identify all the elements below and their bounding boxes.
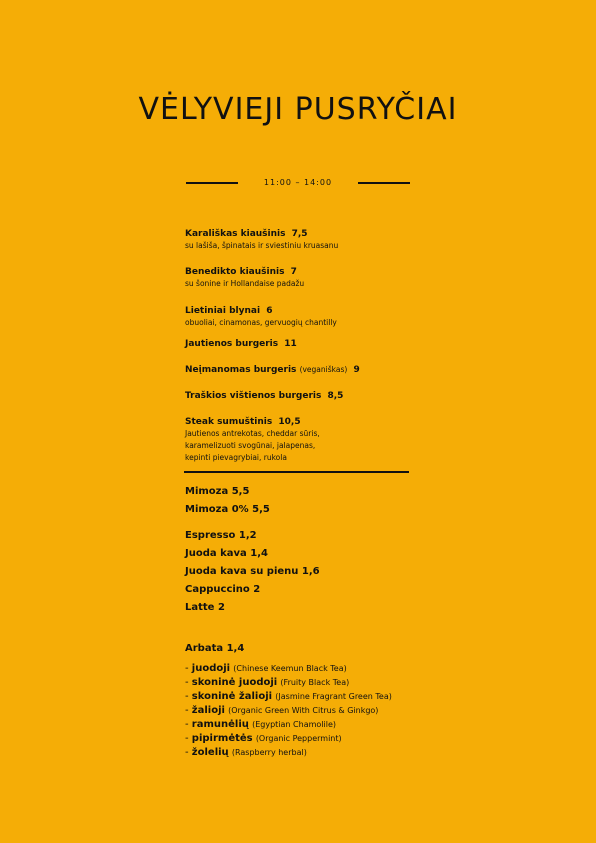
item-description: karamelizuoti svogūnai, jalapenas,	[185, 441, 316, 450]
item-description: obuoliai, cinamonas, gervuogių chantilly	[185, 318, 337, 327]
left-rule	[186, 182, 238, 184]
menu-item-vistienos-burgeris	[185, 390, 485, 402]
item-price: 7	[290, 267, 297, 277]
tea-note: (Fruity Black Tea)	[280, 678, 350, 687]
item-price: 11	[284, 339, 297, 349]
menu-item-jautienos-burgeris	[185, 338, 485, 350]
item-description: kepinti pievagrybiai, rukola	[185, 453, 287, 462]
menu-item-blynai	[185, 305, 485, 329]
tea-note: (Organic Peppermint)	[255, 734, 342, 743]
tea-item: - žolelių (Raspberry herbal)	[185, 747, 307, 758]
tea-name: žalioji	[191, 705, 225, 716]
item-note: (veganiškas)	[299, 365, 348, 374]
menu-item-steak-sumustinis	[185, 416, 485, 464]
drink-item: Mimoza 0% 5,5	[185, 504, 270, 515]
item-name: Lietiniai blynai	[185, 306, 261, 316]
item-price: 6	[266, 306, 273, 316]
drink-item: Latte 2	[185, 602, 225, 613]
drink-item: Espresso 1,2	[185, 530, 257, 541]
tea-item: - skoninė žalioji (Jasmine Fragrant Green Tea)	[185, 691, 392, 702]
item-description: su šonine ir Hollandaise padažu	[185, 279, 305, 288]
tea-title: Arbata 1,4	[185, 643, 245, 654]
hours-row	[0, 176, 596, 190]
item-name: Steak sumuštinis	[185, 417, 273, 427]
tea-note: (Egyptian Chamolile)	[252, 720, 336, 729]
item-price: 7,5	[291, 229, 308, 239]
item-description: su lašiša, špinatais ir sviestiniu kruasanu	[185, 241, 339, 250]
tea-note: (Jasmine Fragrant Green Tea)	[275, 692, 392, 701]
item-price: 8,5	[327, 391, 344, 401]
item-price: 9	[353, 365, 360, 375]
menu-item-karaliskas	[185, 228, 485, 252]
tea-item: - ramunėlių (Egyptian Chamolile)	[185, 719, 336, 730]
item-name: Jautienos burgeris	[185, 339, 279, 349]
tea-item: - pipirmėtės (Organic Peppermint)	[185, 733, 342, 744]
drink-item: Mimoza 5,5	[185, 486, 250, 497]
tea-name: skoninė žalioji	[191, 691, 273, 702]
drink-item: Juoda kava su pienu 1,6	[185, 566, 320, 577]
tea-item: - žalioji (Organic Green With Citrus & Ginkgo)	[185, 705, 379, 716]
item-name: Benedikto kiaušinis	[185, 267, 285, 277]
serving-hours: 11:00 – 14:00	[263, 178, 333, 187]
item-name: Karališkas kiaušinis	[185, 229, 286, 239]
drink-item: Juoda kava 1,4	[185, 548, 268, 559]
tea-name: žolelių	[191, 747, 229, 758]
item-name: Traškios vištienos burgeris	[185, 391, 322, 401]
tea-item: - juodoji (Chinese Keemun Black Tea)	[185, 663, 347, 674]
menu-item-benedikto	[185, 266, 485, 290]
drinks-coffee	[185, 527, 485, 617]
tea-note: (Organic Green With Citrus & Ginkgo)	[228, 706, 379, 715]
right-rule	[358, 182, 410, 184]
item-price: 10,5	[278, 417, 301, 427]
item-description: Jautienos antrekotas, cheddar sūris,	[185, 429, 320, 438]
menu-title: VĖLYVIEJI PUSRYČIAI	[138, 92, 458, 127]
tea-list	[185, 662, 485, 760]
tea-note: (Raspberry herbal)	[231, 748, 307, 757]
menu-item-neimanomas-burgeris	[185, 364, 485, 376]
tea-name: ramunėlių	[191, 719, 249, 730]
tea-note: (Chinese Keemun Black Tea)	[233, 664, 347, 673]
tea-section	[185, 640, 485, 658]
tea-name: pipirmėtės	[191, 733, 253, 744]
tea-item: - skoninė juodoji (Fruity Black Tea)	[185, 677, 350, 688]
drink-item: Cappuccino 2	[185, 584, 261, 595]
item-name: Neįmanomas burgeris	[185, 365, 297, 375]
tea-name: skoninė juodoji	[191, 677, 278, 688]
section-divider	[184, 471, 409, 473]
drinks-cocktails	[185, 483, 485, 519]
tea-name: juodoji	[191, 663, 231, 674]
